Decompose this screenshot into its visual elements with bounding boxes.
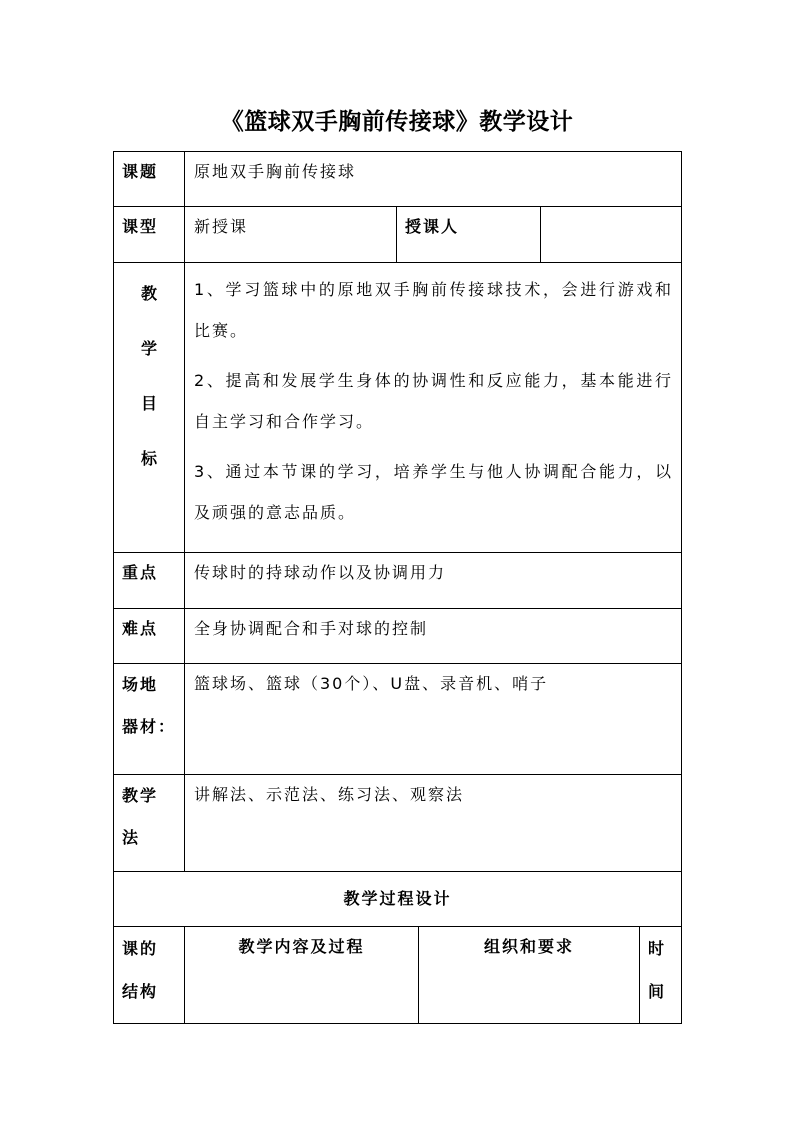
- method-label-line: 法: [122, 828, 141, 847]
- objectives-list: [185, 263, 682, 553]
- objective-item: 1、学习篮球中的原地双手胸前传接球技术，会进行游戏和比赛。: [194, 280, 674, 340]
- objectives-label: [114, 263, 185, 553]
- lesson-plan-table: [113, 151, 682, 1024]
- equipment-label-line: 器材：: [122, 717, 177, 736]
- page-title: 《篮球双手胸前传接球》教学设计: [220, 109, 574, 135]
- col-header-structure-line: 结构: [122, 982, 159, 1001]
- difficulty-label: 难点: [114, 609, 185, 664]
- objectives-label-char: 目: [140, 394, 157, 413]
- method-label: [114, 775, 185, 872]
- col-header-time-line: 时: [648, 939, 667, 958]
- process-section-title: 教学过程设计: [114, 872, 682, 927]
- row-difficulty: [114, 609, 682, 664]
- row-method: [114, 775, 682, 872]
- type-value: 新授课: [185, 207, 397, 263]
- col-header-organization: 组织和要求: [419, 927, 640, 1024]
- key-point-label: 重点: [114, 553, 185, 609]
- row-process-header: [114, 927, 682, 1024]
- objective-item: 2、提高和发展学生身体的协调性和反应能力，基本能进行自主学习和合作学习。: [194, 371, 674, 431]
- equipment-label-line: 场地: [122, 675, 159, 694]
- col-header-content: 教学内容及过程: [185, 927, 419, 1024]
- row-process-title: [114, 872, 682, 927]
- row-topic: [114, 152, 682, 207]
- col-header-structure: [114, 927, 185, 1024]
- row-key-point: [114, 553, 682, 609]
- equipment-value: 篮球场、篮球（30个）、U盘、录音机、哨子: [185, 664, 682, 775]
- col-header-structure-line: 课的: [122, 939, 159, 958]
- objective-item: 3、通过本节课的学习，培养学生与他人协调配合能力，以及顽强的意志品质。: [194, 462, 674, 522]
- objectives-label-char: 学: [140, 339, 157, 358]
- objectives-label-char: 标: [140, 449, 157, 468]
- col-header-time: [640, 927, 682, 1024]
- objectives-label-char: 教: [140, 284, 157, 303]
- key-point-value: 传球时的持球动作以及协调用力: [185, 553, 682, 609]
- method-value: 讲解法、示范法、练习法、观察法: [185, 775, 682, 872]
- type-label: 课型: [114, 207, 185, 263]
- topic-label: 课题: [114, 152, 185, 207]
- difficulty-value: 全身协调配合和手对球的控制: [185, 609, 682, 664]
- teacher-value: [541, 207, 682, 263]
- equipment-label: [114, 664, 185, 775]
- col-header-time-line: 间: [648, 982, 667, 1001]
- method-label-line: 教学: [122, 786, 159, 805]
- topic-value: 原地双手胸前传接球: [185, 152, 682, 207]
- teacher-label: 授课人: [397, 207, 541, 263]
- row-objectives: [114, 263, 682, 553]
- row-equipment: [114, 664, 682, 775]
- row-type: [114, 207, 682, 263]
